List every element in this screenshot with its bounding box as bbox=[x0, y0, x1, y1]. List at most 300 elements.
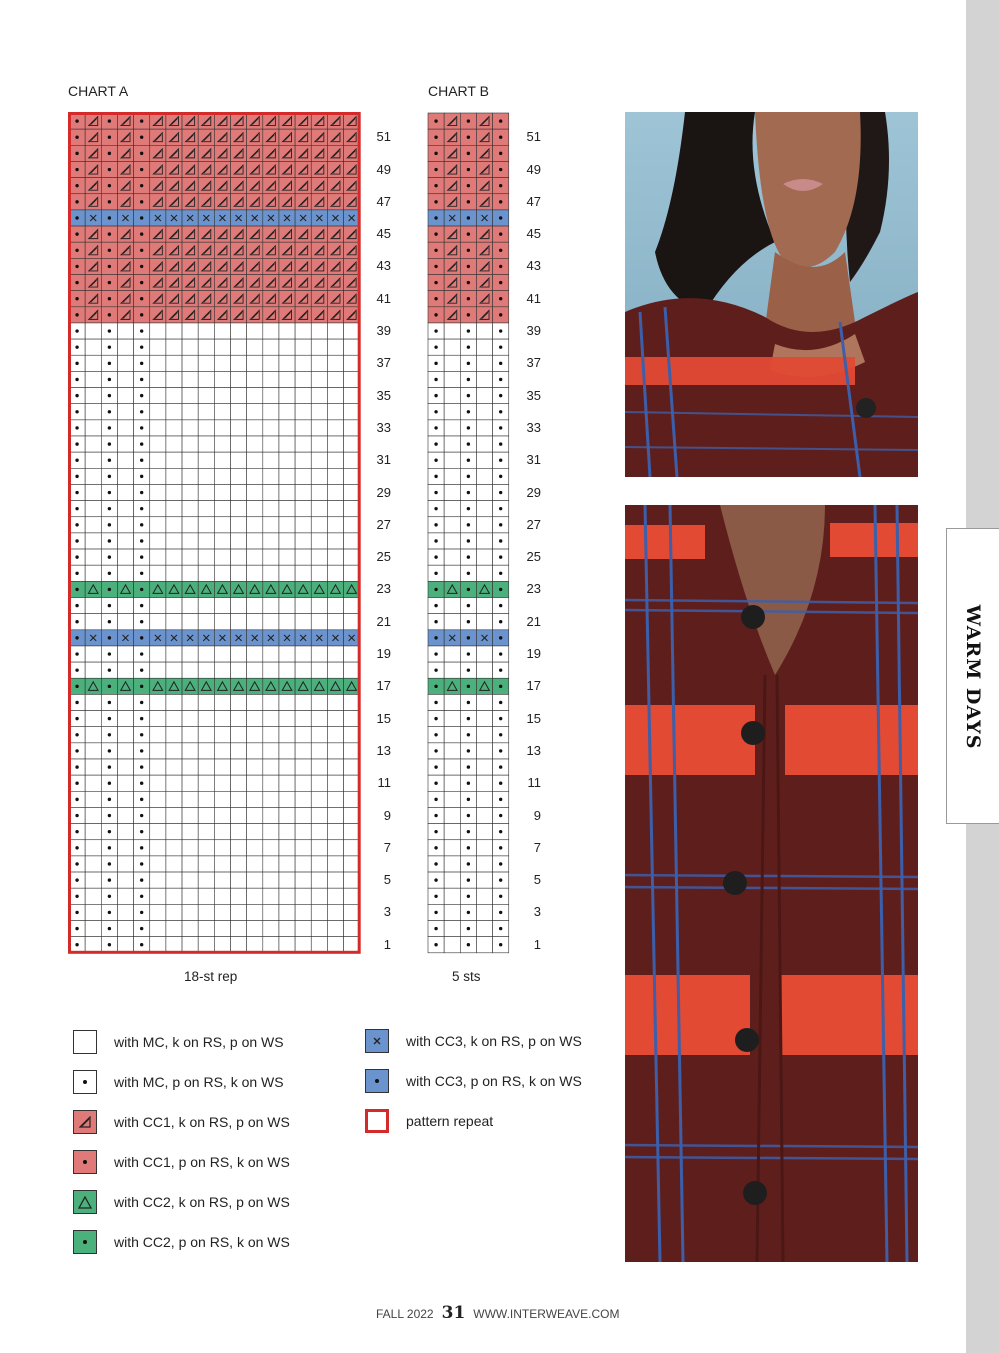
purl-dot bbox=[108, 539, 111, 542]
chart-cell bbox=[327, 371, 343, 387]
purl-dot bbox=[434, 749, 437, 752]
purl-dot bbox=[75, 652, 78, 655]
chart-cell bbox=[247, 921, 263, 937]
row-number: 41 bbox=[526, 290, 541, 306]
purl-dot bbox=[140, 814, 143, 817]
purl-dot bbox=[467, 136, 470, 139]
chart-cell bbox=[444, 533, 460, 549]
purl-dot bbox=[108, 620, 111, 623]
purl-dot bbox=[434, 539, 437, 542]
chart-cell bbox=[344, 775, 360, 791]
chart-cell bbox=[166, 614, 182, 630]
row-number: 45 bbox=[376, 226, 391, 242]
chart-cell bbox=[263, 759, 279, 775]
chart-cell bbox=[327, 581, 343, 597]
purl-dot bbox=[467, 152, 470, 155]
chart-cell bbox=[311, 549, 327, 565]
chart-cell bbox=[311, 484, 327, 500]
purl-dot bbox=[140, 636, 143, 639]
purl-dot bbox=[108, 329, 111, 332]
purl-dot bbox=[140, 507, 143, 510]
chart-cell bbox=[344, 501, 360, 517]
chart-cell bbox=[85, 404, 101, 420]
chart-cell bbox=[231, 468, 247, 484]
chart-cell bbox=[295, 791, 311, 807]
chart-cell bbox=[166, 501, 182, 517]
chart-cell bbox=[279, 888, 295, 904]
legend-text: with CC2, k on RS, p on WS bbox=[114, 1194, 290, 1210]
purl-dot bbox=[140, 604, 143, 607]
purl-dot bbox=[467, 652, 470, 655]
chart-cell bbox=[295, 404, 311, 420]
chart-cell bbox=[247, 323, 263, 339]
purl-dot bbox=[434, 491, 437, 494]
chart-cell bbox=[166, 840, 182, 856]
chart-cell bbox=[295, 711, 311, 727]
purl-dot bbox=[140, 232, 143, 235]
chart-cell bbox=[198, 743, 214, 759]
purl-dot bbox=[467, 426, 470, 429]
purl-dot bbox=[434, 232, 437, 235]
chart-cell bbox=[117, 694, 133, 710]
chart-cell bbox=[231, 678, 247, 694]
chart-cell bbox=[295, 888, 311, 904]
chart-cell bbox=[311, 339, 327, 355]
purl-dot bbox=[467, 475, 470, 478]
chart-cell bbox=[231, 694, 247, 710]
purl-dot bbox=[434, 588, 437, 591]
chart-cell bbox=[166, 759, 182, 775]
purl-dot bbox=[434, 507, 437, 510]
chart-cell bbox=[231, 581, 247, 597]
purl-dot bbox=[499, 911, 502, 914]
row-number: 27 bbox=[526, 516, 541, 532]
chart-cell bbox=[247, 711, 263, 727]
chart-cell bbox=[311, 824, 327, 840]
purl-dot bbox=[75, 281, 78, 284]
chart-cell bbox=[85, 791, 101, 807]
chart-cell bbox=[263, 339, 279, 355]
chart-cell bbox=[198, 484, 214, 500]
chart-cell bbox=[214, 840, 230, 856]
chart-cell bbox=[166, 468, 182, 484]
purl-dot bbox=[75, 475, 78, 478]
purl-dot bbox=[75, 943, 78, 946]
chart-cell bbox=[247, 484, 263, 500]
chart-cell bbox=[182, 759, 198, 775]
purl-dot bbox=[140, 523, 143, 526]
purl-dot bbox=[467, 168, 470, 171]
chart-cell bbox=[150, 533, 166, 549]
purl-dot bbox=[434, 555, 437, 558]
chart-cell bbox=[295, 614, 311, 630]
chart-cell bbox=[279, 791, 295, 807]
row-number: 33 bbox=[526, 419, 541, 435]
cc3-purl-symbol bbox=[365, 1069, 389, 1093]
purl-dot bbox=[75, 798, 78, 801]
chart-cell bbox=[344, 807, 360, 823]
chart-cell bbox=[117, 856, 133, 872]
chart-cell bbox=[476, 904, 492, 920]
chart-cell bbox=[344, 759, 360, 775]
chart-cell bbox=[263, 888, 279, 904]
chart-cell bbox=[182, 355, 198, 371]
chart-cell bbox=[311, 937, 327, 953]
purl-dot bbox=[75, 765, 78, 768]
chart-cell bbox=[198, 517, 214, 533]
chart-cell bbox=[231, 517, 247, 533]
chart-cell bbox=[214, 937, 230, 953]
purl-dot bbox=[140, 895, 143, 898]
chart-cell bbox=[247, 759, 263, 775]
purl-dot bbox=[140, 168, 143, 171]
chart-cell bbox=[231, 888, 247, 904]
purl-dot bbox=[75, 297, 78, 300]
chart-cell bbox=[263, 824, 279, 840]
chart-cell bbox=[247, 824, 263, 840]
chart-cell bbox=[311, 533, 327, 549]
chart-cell bbox=[231, 856, 247, 872]
purl-dot bbox=[75, 749, 78, 752]
chart-cell bbox=[327, 436, 343, 452]
chart-cell bbox=[198, 775, 214, 791]
chart-cell bbox=[247, 791, 263, 807]
chart-cell bbox=[85, 904, 101, 920]
chart-cell bbox=[166, 549, 182, 565]
purl-dot bbox=[499, 168, 502, 171]
chart-cell bbox=[85, 517, 101, 533]
chart-cell bbox=[182, 533, 198, 549]
chart-cell bbox=[444, 888, 460, 904]
purl-dot bbox=[108, 394, 111, 397]
row-number: 29 bbox=[376, 484, 391, 500]
purl-dot bbox=[467, 765, 470, 768]
chart-cell bbox=[476, 824, 492, 840]
chart-cell bbox=[295, 759, 311, 775]
chart-cell bbox=[295, 824, 311, 840]
chart-cell bbox=[182, 646, 198, 662]
purl-dot bbox=[434, 265, 437, 268]
purl-dot bbox=[499, 572, 502, 575]
chart-cell bbox=[327, 694, 343, 710]
chart-cell bbox=[263, 355, 279, 371]
purl-dot bbox=[499, 378, 502, 381]
chart-cell bbox=[182, 743, 198, 759]
chart-cell bbox=[85, 420, 101, 436]
chart-cell bbox=[214, 921, 230, 937]
chart-cell bbox=[166, 791, 182, 807]
chart-cell bbox=[247, 468, 263, 484]
purl-dot bbox=[499, 685, 502, 688]
purl-dot bbox=[140, 362, 143, 365]
chart-cell bbox=[311, 662, 327, 678]
chart-cell bbox=[344, 452, 360, 468]
chart-cell bbox=[231, 775, 247, 791]
purl-dot bbox=[75, 442, 78, 445]
purl-dot bbox=[499, 846, 502, 849]
chart-cell bbox=[476, 872, 492, 888]
purl-dot bbox=[108, 378, 111, 381]
chart-cell bbox=[444, 743, 460, 759]
chart-cell bbox=[311, 791, 327, 807]
purl-dot bbox=[108, 798, 111, 801]
chart-cell bbox=[311, 678, 327, 694]
chart-cell bbox=[327, 807, 343, 823]
row-number: 23 bbox=[526, 581, 541, 597]
purl-dot bbox=[467, 249, 470, 252]
chart-cell bbox=[476, 888, 492, 904]
chart-cell bbox=[117, 501, 133, 517]
chart-a-grid bbox=[68, 112, 361, 954]
purl-dot bbox=[499, 329, 502, 332]
chart-cell bbox=[444, 565, 460, 581]
chart-cell bbox=[279, 775, 295, 791]
chart-cell bbox=[344, 904, 360, 920]
purl-dot bbox=[108, 475, 111, 478]
purl-dot bbox=[434, 345, 437, 348]
purl-dot bbox=[434, 701, 437, 704]
chart-cell bbox=[247, 904, 263, 920]
chart-cell bbox=[344, 937, 360, 953]
chart-cell bbox=[327, 937, 343, 953]
purl-dot bbox=[75, 426, 78, 429]
chart-cell bbox=[231, 339, 247, 355]
chart-cell bbox=[344, 420, 360, 436]
chart-cell bbox=[279, 436, 295, 452]
chart-cell bbox=[344, 404, 360, 420]
purl-dot bbox=[434, 362, 437, 365]
chart-cell bbox=[327, 420, 343, 436]
purl-dot bbox=[467, 830, 470, 833]
chart-cell bbox=[263, 662, 279, 678]
chart-cell bbox=[327, 711, 343, 727]
chart-cell bbox=[476, 484, 492, 500]
section-tab-label: WARM DAYS bbox=[962, 604, 984, 750]
purl-dot bbox=[434, 184, 437, 187]
chart-cell bbox=[198, 339, 214, 355]
purl-dot bbox=[499, 136, 502, 139]
purl-dot bbox=[75, 216, 78, 219]
chart-cell bbox=[444, 807, 460, 823]
purl-dot bbox=[499, 652, 502, 655]
row-number: 21 bbox=[526, 613, 541, 629]
purl-dot bbox=[434, 426, 437, 429]
chart-cell bbox=[444, 711, 460, 727]
chart-cell bbox=[150, 646, 166, 662]
purl-dot bbox=[434, 943, 437, 946]
purl-dot bbox=[108, 878, 111, 881]
purl-dot bbox=[108, 572, 111, 575]
row-number: 27 bbox=[376, 516, 391, 532]
chart-cell bbox=[311, 581, 327, 597]
chart-cell bbox=[182, 565, 198, 581]
chart-cell bbox=[198, 711, 214, 727]
row-number: 23 bbox=[376, 581, 391, 597]
purl-dot bbox=[499, 119, 502, 122]
row-number: 39 bbox=[526, 323, 541, 339]
chart-cell bbox=[85, 678, 101, 694]
chart-cell bbox=[344, 468, 360, 484]
chart-cell bbox=[247, 662, 263, 678]
purl-dot bbox=[434, 911, 437, 914]
purl-dot bbox=[75, 782, 78, 785]
chart-cell bbox=[444, 759, 460, 775]
chart-cell bbox=[444, 775, 460, 791]
chart-cell bbox=[295, 452, 311, 468]
chart-cell bbox=[295, 371, 311, 387]
chart-cell bbox=[166, 743, 182, 759]
chart-cell bbox=[150, 711, 166, 727]
cc3-knit-symbol bbox=[365, 1029, 389, 1053]
chart-cell bbox=[85, 501, 101, 517]
chart-cell bbox=[117, 565, 133, 581]
purl-dot bbox=[467, 733, 470, 736]
purl-dot bbox=[108, 265, 111, 268]
chart-cell bbox=[263, 937, 279, 953]
chart-cell bbox=[150, 856, 166, 872]
purl-dot bbox=[434, 394, 437, 397]
chart-cell bbox=[231, 501, 247, 517]
chart-cell bbox=[295, 468, 311, 484]
purl-dot bbox=[108, 426, 111, 429]
chart-cell bbox=[231, 840, 247, 856]
chart-cell bbox=[198, 452, 214, 468]
purl-dot bbox=[75, 927, 78, 930]
purl-dot bbox=[140, 297, 143, 300]
chart-cell bbox=[279, 856, 295, 872]
chart-cell bbox=[182, 662, 198, 678]
purl-dot bbox=[140, 733, 143, 736]
row-number: 49 bbox=[526, 161, 541, 177]
chart-cell bbox=[311, 517, 327, 533]
chart-cell bbox=[344, 371, 360, 387]
chart-cell bbox=[344, 840, 360, 856]
chart-cell bbox=[214, 371, 230, 387]
chart-cell bbox=[117, 678, 133, 694]
chart-cell bbox=[117, 791, 133, 807]
chart-cell bbox=[311, 856, 327, 872]
chart-cell bbox=[263, 452, 279, 468]
chart-cell bbox=[247, 646, 263, 662]
purl-dot bbox=[140, 459, 143, 462]
purl-dot bbox=[108, 862, 111, 865]
purl-dot bbox=[75, 313, 78, 316]
chart-cell bbox=[327, 856, 343, 872]
purl-dot bbox=[467, 701, 470, 704]
purl-dot bbox=[140, 313, 143, 316]
chart-cell bbox=[444, 452, 460, 468]
chart-cell bbox=[327, 484, 343, 500]
chart-cell bbox=[311, 388, 327, 404]
chart-cell bbox=[263, 840, 279, 856]
chart-cell bbox=[198, 921, 214, 937]
chart-b-grid bbox=[427, 112, 510, 954]
chart-cell bbox=[166, 388, 182, 404]
chart-cell bbox=[182, 872, 198, 888]
chart-cell bbox=[214, 807, 230, 823]
chart-cell bbox=[117, 371, 133, 387]
chart-cell bbox=[117, 468, 133, 484]
chart-cell bbox=[476, 323, 492, 339]
chart-cell bbox=[279, 355, 295, 371]
chart-cell bbox=[279, 759, 295, 775]
chart-cell bbox=[85, 452, 101, 468]
chart-cell bbox=[117, 662, 133, 678]
chart-cell bbox=[85, 598, 101, 614]
purl-dot bbox=[467, 911, 470, 914]
chart-cell bbox=[166, 824, 182, 840]
chart-cell bbox=[198, 824, 214, 840]
chart-cell bbox=[476, 856, 492, 872]
row-number: 1 bbox=[533, 936, 541, 952]
chart-cell bbox=[231, 824, 247, 840]
chart-cell bbox=[476, 468, 492, 484]
purl-dot bbox=[467, 668, 470, 671]
purl-dot bbox=[108, 249, 111, 252]
purl-dot bbox=[108, 701, 111, 704]
purl-dot bbox=[467, 555, 470, 558]
chart-cell bbox=[85, 856, 101, 872]
chart-cell bbox=[85, 711, 101, 727]
chart-cell bbox=[214, 743, 230, 759]
chart-cell bbox=[444, 840, 460, 856]
chart-cell bbox=[263, 646, 279, 662]
purl-dot bbox=[75, 410, 78, 413]
chart-cell bbox=[311, 565, 327, 581]
chart-cell bbox=[344, 872, 360, 888]
purl-dot bbox=[108, 297, 111, 300]
chart-cell bbox=[444, 420, 460, 436]
chart-cell bbox=[198, 904, 214, 920]
purl-dot bbox=[108, 927, 111, 930]
chart-cell bbox=[231, 646, 247, 662]
purl-dot bbox=[434, 733, 437, 736]
purl-dot bbox=[434, 281, 437, 284]
chart-cell bbox=[198, 323, 214, 339]
chart-cell bbox=[85, 484, 101, 500]
chart-cell bbox=[166, 937, 182, 953]
chart-cell bbox=[444, 872, 460, 888]
chart-cell bbox=[214, 775, 230, 791]
chart-cell bbox=[327, 743, 343, 759]
purl-dot bbox=[75, 249, 78, 252]
purl-dot bbox=[140, 749, 143, 752]
chart-cell bbox=[85, 824, 101, 840]
chart-cell bbox=[182, 517, 198, 533]
chart-cell bbox=[247, 404, 263, 420]
chart-cell bbox=[150, 371, 166, 387]
chart-cell bbox=[444, 404, 460, 420]
purl-dot bbox=[499, 394, 502, 397]
chart-cell bbox=[85, 937, 101, 953]
purl-dot bbox=[108, 232, 111, 235]
chart-cell bbox=[182, 420, 198, 436]
chart-cell bbox=[117, 598, 133, 614]
chart-cell bbox=[247, 598, 263, 614]
purl-dot bbox=[108, 846, 111, 849]
chart-cell bbox=[279, 727, 295, 743]
chart-cell bbox=[476, 581, 492, 597]
chart-cell bbox=[247, 614, 263, 630]
chart-cell bbox=[476, 565, 492, 581]
purl-dot bbox=[499, 539, 502, 542]
chart-cell bbox=[150, 436, 166, 452]
chart-cell bbox=[117, 904, 133, 920]
chart-cell bbox=[85, 872, 101, 888]
purl-dot bbox=[467, 878, 470, 881]
chart-cell bbox=[327, 840, 343, 856]
chart-cell bbox=[182, 371, 198, 387]
